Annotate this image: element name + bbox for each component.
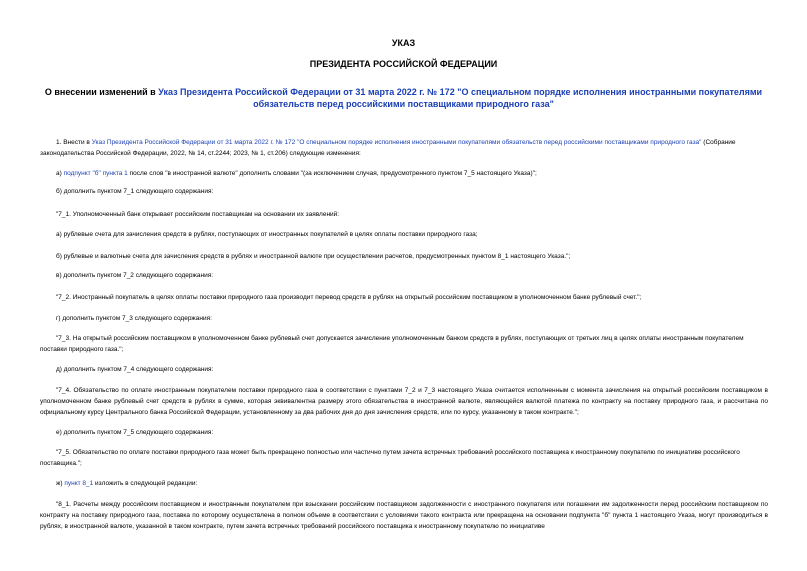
item-b: б) дополнить пунктом 7_1 следующего содержания: — [56, 188, 214, 195]
paragraph-1 — [40, 137, 768, 159]
item-a-prefix: а) — [56, 170, 64, 177]
point-7-5-text: "7_5. Обязательство по оплате поставки природного газа может быть прекращено полностью или частично путем зачета встречных требований российского поставщика к иностранному покупателю по инициативе российского поставщика."; — [40, 449, 740, 467]
point-7-1: "7_1. Уполномоченный банк открывает российским поставщикам на основании их заявлений: — [56, 211, 340, 218]
item-zh-prefix: ж) — [56, 480, 65, 487]
title-decree-link[interactable]: Указ Президента Российской Федерации от 31 марта 2022 г. № 172 "О специальном порядке исполнения иностранными покупателями обязательств перед российскими поставщиками природного газа" — [158, 87, 763, 109]
point-7-1-a: а) рублевые счета для зачисления средств в рублях, поступающих от иностранных покупателей в целях оплаты поставки природного газа; — [56, 231, 478, 238]
item-d: д) дополнить пунктом 7_4 следующего содержания: — [56, 366, 214, 373]
item-zh-link[interactable]: пункт 8_1 — [64, 480, 94, 487]
item-a-link[interactable]: подпункт "б" пункта 1 — [63, 170, 128, 177]
point-7-5 — [40, 447, 768, 469]
item-g: г) дополнить пунктом 7_3 следующего содержания: — [56, 315, 212, 322]
point-7-4-text: "7_4. Обязательство по оплате иностранным покупателем поставки природного газа в соответствии с пунктами 7_2 и 7_3 настоящего Указа считается исполненным с момента зачисления на открытый российским поставщиком в уполномоченном банке рублевый счет средств в рублях в сумме, которая эквивалентна размеру этого обязательства в иностранной валюте, являющейся валютой платежа по контракту на поставку природного газа, и рассчитана по официальному курсу Центрального банка Российской Федерации, установленному за два рабочих дня до дня зачисления средств, или по курсу, указанному в таком контракте."; — [40, 387, 768, 416]
item-e: е) дополнить пунктом 7_5 следующего содержания: — [56, 429, 214, 436]
item-a-suffix: после слов "в иностранной валюте" дополнить словами "(за исключением случая, предусмотренного пунктом 7_5 настоящего Указа)"; — [127, 170, 537, 177]
point-7-2: "7_2. Иностранный покупатель в целях оплаты поставки природного газа производит перевод средств в рублях на открытый российским поставщиком в уполномоченном банке рублевый счет."; — [56, 294, 642, 301]
p1-decree-link[interactable]: Указ Президента Российской Федерации от 31 марта 2022 г. № 172 "О специальном порядке исполнения иностранными покупателями обязательств перед российскими поставщиками природного газа" — [91, 139, 702, 146]
item-zh — [56, 478, 768, 489]
point-8-1 — [40, 499, 768, 532]
issuer-heading: ПРЕЗИДЕНТА РОССИЙСКОЙ ФЕДЕРАЦИИ — [309, 59, 498, 69]
point-7-3 — [40, 333, 768, 355]
point-7-1-b: б) рублевые и валютные счета для зачисления средств в рублях и иностранной валюте при осуществлении расчетов, предусмотренных пунктом 8_1 настоящего Указа."; — [56, 253, 571, 260]
item-zh-suffix: изложить в следующей редакции: — [93, 480, 198, 487]
item-v: в) дополнить пунктом 7_2 следующего содержания: — [56, 272, 214, 279]
item-a — [56, 168, 768, 179]
p1-suffix: (Собрание законодательства Российской Федерации, 2022, № 14, ст.2244; 2023, № 1, ст.206) следующие изменения: — [40, 139, 736, 157]
p1-prefix: 1. Внести в — [56, 139, 92, 146]
document-title — [40, 86, 767, 110]
title-prefix: О внесении изменений в — [44, 87, 159, 97]
point-8-1-text: "8_1. Расчеты между российским поставщиком и иностранным покупателем при взыскании российским поставщиком задолженности с иностранного покупателя или погашении им задолженности перед российским поставщиком по контракту на поставку природного газа, поставка по которому осуществлена в полном объеме в соответствии с условиями такого контракта или прекращена на основании подпункта "б" пункта 1 настоящего Указа, могут производиться в рублях, в иностранной валюте, указанной в таком контракте, путем зачета встречных требований российского поставщика к иностранному покупателю по инициативе — [40, 501, 768, 530]
point-7-4 — [40, 385, 768, 418]
doc-type-heading: УКАЗ — [391, 38, 416, 48]
point-7-3-text: "7_3. На открытый российским поставщиком в уполномоченном банке рублевый счет допускается зачисление уполномоченным банком средств в рублях, поступающих от третьих лиц в целях оплаты иностранным покупателем поставки природного газа."; — [40, 335, 744, 353]
